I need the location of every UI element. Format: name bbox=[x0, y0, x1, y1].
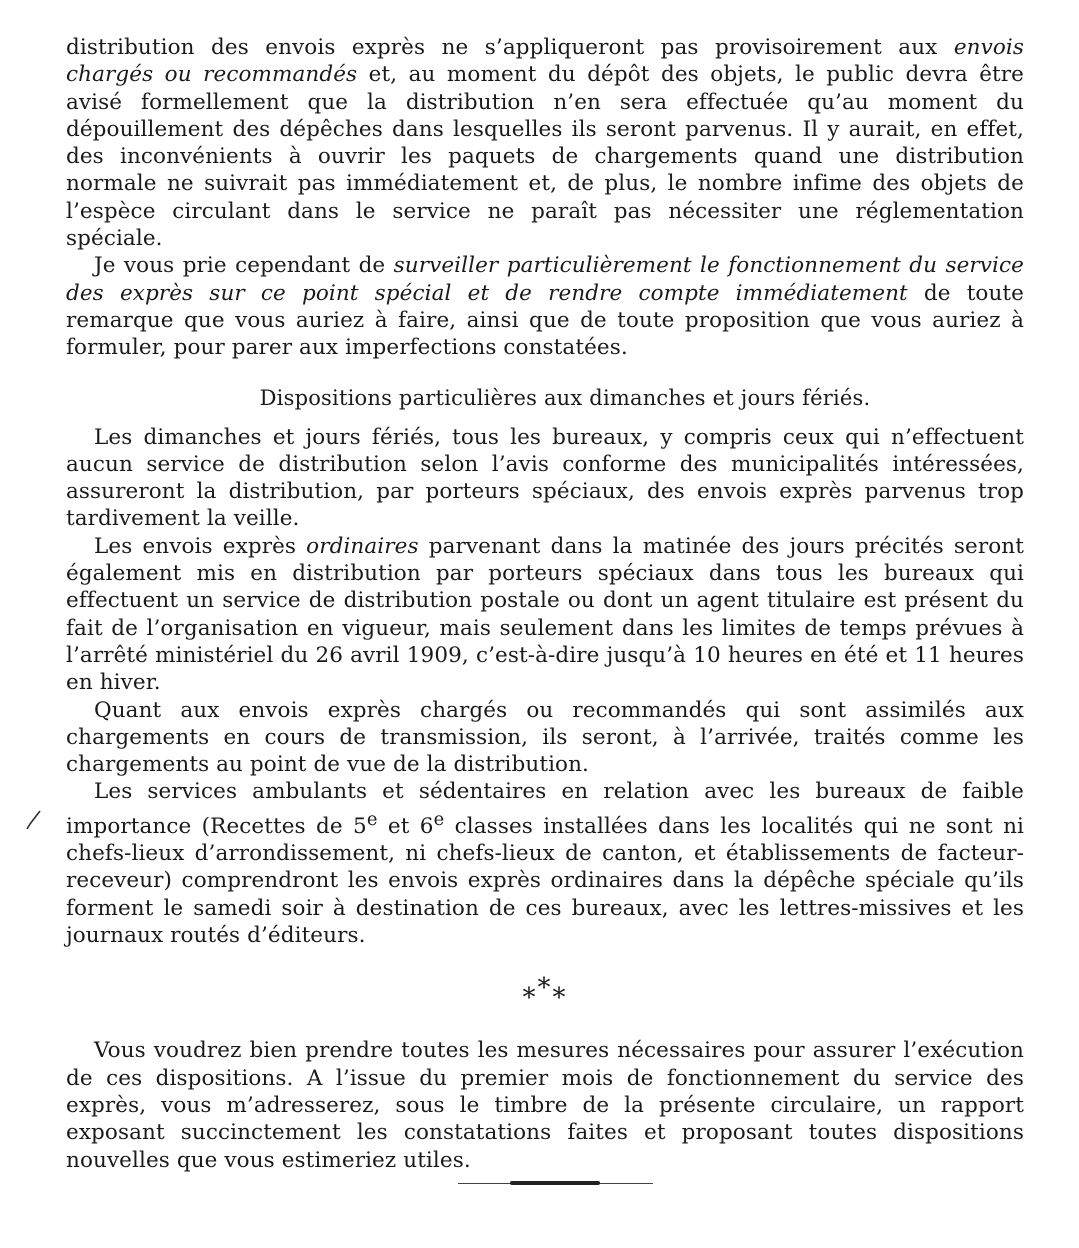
italic-segment: surveiller particulièrement le fonctionnement du service des exprès sur ce point spécial et de rendre compte immédiatement bbox=[66, 253, 1024, 306]
paragraph-envois-charges bbox=[66, 34, 1024, 252]
star: * bbox=[537, 973, 553, 1004]
text-segment: distribution des envois exprès ne s’appliqueront pas provisoirement aux bbox=[66, 35, 954, 60]
margin-pen-mark-icon bbox=[22, 808, 44, 832]
paragraph-conclusion: Vous voudrez bien prendre toutes les mesures nécessaires pour assurer l’exécution de ces dispositions. A l’issue du premier mois de fonctionnement du service des exprès, vous m’adresserez, sous le timbre de la présente circulaire, un rapport exposant succinctement les constatations faites et proposant toutes dispositions nouvelles que vous estimeriez utiles. bbox=[66, 1038, 1024, 1173]
paragraph-dimanches: Les dimanches et jours fériés, tous les bureaux, y compris ceux qui n’effectuent aucun service de distribution selon l’avis conforme des municipalités intéressées, assureront la distribution, par porteurs spéciaux, des envois exprès parvenus trop tardivement la veille. bbox=[66, 424, 1024, 532]
asterism-separator bbox=[66, 973, 1024, 1014]
italic-segment: ordinaires bbox=[306, 533, 419, 559]
section-heading: Dispositions particulières aux dimanches et jours fériés. bbox=[259, 385, 871, 410]
superscript: e bbox=[366, 808, 378, 830]
closing-rule bbox=[458, 1178, 653, 1188]
rule-swell bbox=[510, 1181, 600, 1185]
text-segment: Les services ambulants et sédentaires en relation avec les bureaux de faible importance (Recettes de 5 bbox=[66, 779, 1024, 839]
text-segment: et 6 bbox=[377, 813, 434, 839]
star: * bbox=[522, 983, 538, 1014]
document-page bbox=[66, 34, 1024, 1174]
text-segment: de toute remarque que vous auriez à faire, ainsi que de toute proposition que vous auriez à formuler, pour parer aux imperfections constatées. bbox=[66, 280, 1024, 361]
paragraph-surveiller bbox=[66, 252, 1024, 361]
text-segment: et, au moment du dépôt des objets, le public devra être avisé formellement que la distribution n’en sera effectuée qu’au moment du dépouillement des dépêches dans lesquelles ils seront parvenus. Il y aurait, en effet, des inconvénients à ouvrir les paquets de chargements quand une distribution normale ne suivrait pas immédiatement et, de plus, le nombre infime des objets de l’espèce circulant dans le service ne paraît pas nécessiter une réglementation spéciale. bbox=[66, 62, 1024, 252]
star: * bbox=[552, 983, 568, 1014]
text-segment: Je vous prie cependant de bbox=[94, 253, 394, 279]
text-segment: parvenant dans la matinée des jours précités seront également mis en distribution par porteurs spéciaux dans tous les bureaux qui effectuent un service de distribution postale ou dont un agent titulaire est présent du fait de l’organisation en vigueur, mais seulement dans les limites de temps prévues à l’arrêté ministériel du 26 avril 1909, c’est-à-dire jusqu’à 10 heures en été et 11 heures en hiver. bbox=[66, 533, 1024, 696]
text-segment: classes installées dans les localités qui ne sont ni chefs-lieux d’arrondissement, ni chefs-lieux de canton, et établissements de facteur-receveur) comprendront les envois exprès ordinaires dans la dépêche spéciale qu’ils forment le samedi soir à destination de ces bureaux, avec les lettres-missives et les journaux routés d’éditeurs. bbox=[66, 813, 1025, 949]
italic-segment: envois chargés ou recommandés bbox=[66, 35, 1024, 88]
paragraph-envois-ordinaires bbox=[66, 533, 1024, 697]
superscript: e bbox=[433, 808, 445, 830]
text-segment: Les envois exprès bbox=[94, 533, 307, 559]
paragraph-services-ambulants bbox=[66, 778, 1024, 949]
paragraph-charges-recommandes: Quant aux envois exprès chargés ou recommandés qui sont assimilés aux chargements en cours de transmission, ils seront, à l’arrivée, traités comme les chargements au point de vue de la distribution. bbox=[66, 697, 1024, 778]
